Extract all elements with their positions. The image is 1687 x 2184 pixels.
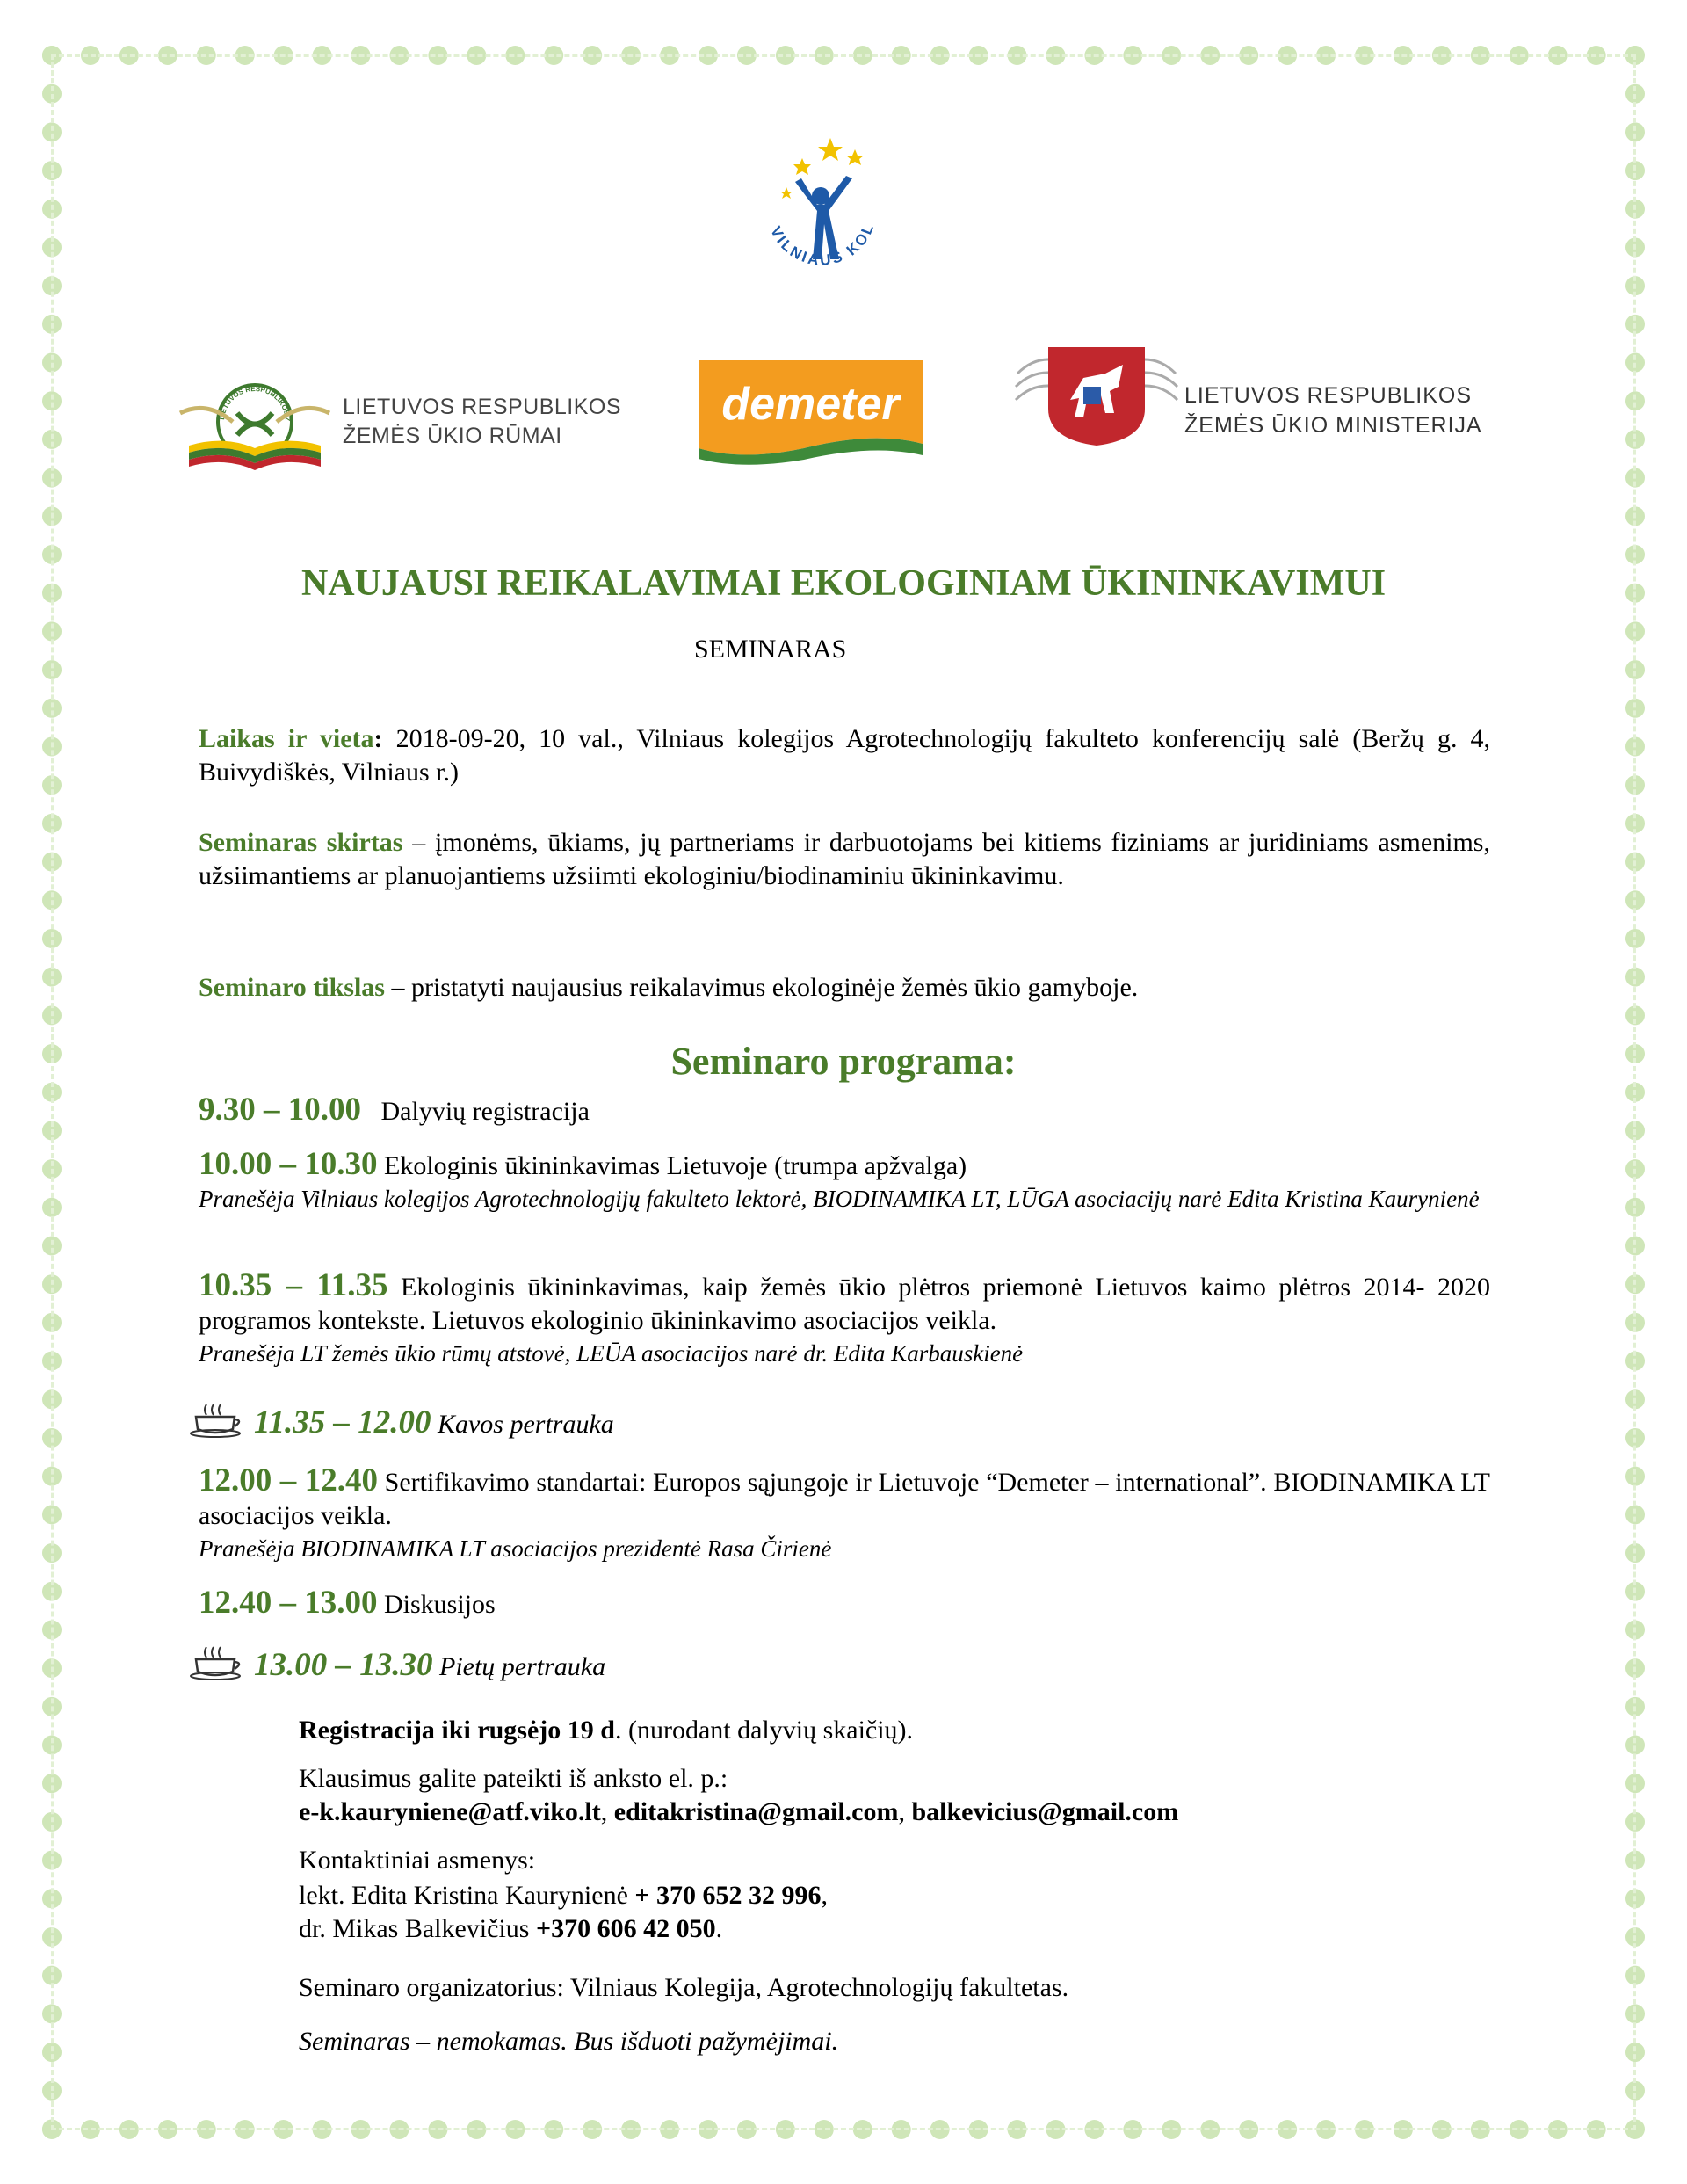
audience-label: Seminaras skirtas: [199, 828, 403, 857]
questions-line: Klausimus galite pateikti iš anksto el. p.:: [299, 1764, 728, 1793]
registration-deadline: Registracija iki rugsėjo 19 d: [299, 1716, 615, 1745]
contact-punct: ,: [821, 1881, 828, 1910]
zemes-ukio-rumai-line2: ŽEMĖS ŪKIO RŪMAI: [343, 424, 562, 448]
program-time: 13.00 – 13.30: [254, 1647, 433, 1683]
free-seminar-note: Seminaras – nemokamas. Bus išduoti pažymėjimai.: [299, 2027, 839, 2056]
program-text: Pietų pertrauka: [432, 1652, 606, 1681]
program-item: [189, 1645, 1481, 1689]
registration-note: . (nurodant dalyvių skaičių).: [614, 1716, 914, 1745]
audience-paragraph: [199, 826, 1490, 893]
program-time: 9.30 – 10.00: [199, 1092, 361, 1128]
zemes-ukio-rumai-line1: LIETUVOS RESPUBLIKOS: [343, 395, 622, 419]
svg-text:VILNIAUS KOLEGIJA: [734, 127, 878, 269]
program-item: [199, 1586, 1490, 1622]
program-text: Dalyvių registracija: [380, 1097, 590, 1126]
email-link[interactable]: editakristina@gmail.com: [613, 1797, 899, 1826]
program-text: Kavos pertrauka: [431, 1410, 614, 1439]
contact-name: lekt. Edita Kristina Kaurynienė: [299, 1881, 635, 1910]
zemes-ukio-rumai-seal-text: LIETUVOS RESPUBLIKOS Ž: [218, 384, 293, 422]
contact-line: [299, 1912, 1494, 1946]
zemes-ukio-ministerija-line2: ŽEMĖS ŪKIO MINISTERIJA: [1184, 413, 1482, 438]
vilniaus-kolegija-logo: [734, 127, 909, 321]
program-time: 12.00 – 12.40: [199, 1462, 378, 1498]
organizer-line: Seminaro organizatorius: Vilniaus Kolegija, Agrotechnologijų fakultetas.: [299, 1973, 1069, 2002]
document-subtitle: SEMINARAS: [694, 635, 847, 664]
time-place-text: 2018-09-20, 10 val., Vilniaus kolegijos Agrotechnologijų fakulteto konferencijų salė (Beržų g. 4, Buivydiškės, Vilniaus r.): [199, 724, 1490, 787]
contact-line: [299, 1879, 1494, 1912]
coffee-cup-icon: [189, 1645, 250, 1689]
time-place-paragraph: [199, 722, 1490, 789]
email-link[interactable]: balkevicius@gmail.com: [911, 1797, 1179, 1826]
contact-name: dr. Mikas Balkevičius: [299, 1914, 536, 1943]
program-title: Seminaro programa:: [670, 1040, 1017, 1083]
goal-label: Seminaro tikslas: [199, 973, 385, 1002]
time-place-label: Laikas ir vieta: [199, 724, 374, 753]
vilniaus-kolegija-logo-text: VILNIAUS KOL: [767, 220, 878, 269]
zemes-ukio-ministerija-logo: [1009, 338, 1501, 448]
email-separator: ,: [600, 1797, 614, 1826]
program-item: [189, 1403, 1481, 1447]
program-text: Ekologinis ūkininkavimas Lietuvoje (trumpa apžvalga): [377, 1151, 967, 1180]
program-time: 11.35 – 12.00: [254, 1404, 431, 1440]
emails-line: [299, 1796, 1494, 1829]
contact-phone: + 370 652 32 996: [634, 1881, 822, 1910]
program-item: [199, 1148, 1490, 1215]
goal-text: pristatyti naujausius reikalavimus ekologinėje žemės ūkio gamyboje.: [404, 973, 1139, 1002]
email-link[interactable]: e-k.kauryniene@atf.viko.lt: [299, 1797, 601, 1826]
program-item: [199, 1464, 1490, 1564]
goal-dash: –: [384, 973, 405, 1002]
zemes-ukio-rumai-logo: [171, 374, 663, 475]
program-text: Diskusijos: [377, 1590, 496, 1619]
audience-text: – įmonėms, ūkiams, jų partneriams ir darbuotojams bei kitiems fiziniams ar juridiniams asmenims, užsiimantiems ar planuojantiems užsiimti ekologiniu/biodinaminiu ūkininkavimu.: [199, 828, 1490, 890]
contact-punct: .: [715, 1914, 723, 1943]
demeter-logo-text: demeter: [721, 379, 900, 430]
coffee-cup-icon: [189, 1403, 250, 1447]
document-title: NAUJAUSI REIKALAVIMAI EKOLOGINIAM ŪKININKAVIMUI: [300, 563, 1387, 604]
goal-paragraph: [199, 971, 1490, 1005]
registration-line: [299, 1714, 1494, 1747]
program-item: [199, 1093, 1490, 1128]
email-separator: ,: [898, 1797, 912, 1826]
program-time: 10.35 – 11.35: [199, 1267, 388, 1303]
program-item: [199, 1269, 1490, 1369]
demeter-logo: [699, 360, 923, 466]
program-time: 12.40 – 13.00: [199, 1585, 378, 1621]
contact-phone: +370 606 42 050: [535, 1914, 716, 1943]
contacts-heading: Kontaktiniai asmenys:: [299, 1846, 536, 1875]
program-speaker: Pranešėja BIODINAMIKA LT asociacijos prezidentė Rasa Čirienė: [199, 1535, 832, 1562]
program-text: Ekologinis ūkininkavimas, kaip žemės ūkio plėtros priemonė Lietuvos kaimo plėtros 2014- 2020 programos kontekste. Lietuvos ekologinio ūkininkavimo asociacijos veikla.: [199, 1273, 1490, 1335]
zemes-ukio-ministerija-line1: LIETUVOS RESPUBLIKOS: [1184, 383, 1473, 408]
program-text: Sertifikavimo standartai: Europos sąjungoje ir Lietuvoje “Demeter – international”. BIODINAMIKA LT asociacijos veikla.: [199, 1468, 1490, 1530]
program-time: 10.00 – 10.30: [199, 1146, 378, 1182]
program-speaker: Pranešėja LT žemės ūkio rūmų atstovė, LEŪA asociacijos narė dr. Edita Karbauskienė: [199, 1340, 1024, 1367]
time-place-colon: :: [373, 724, 383, 753]
program-speaker: Pranešėja Vilniaus kolegijos Agrotechnologijų fakulteto lektorė, BIODINAMIKA LT, LŪGA asociacijų narė Edita Kristina Kaurynienė: [199, 1186, 1480, 1212]
